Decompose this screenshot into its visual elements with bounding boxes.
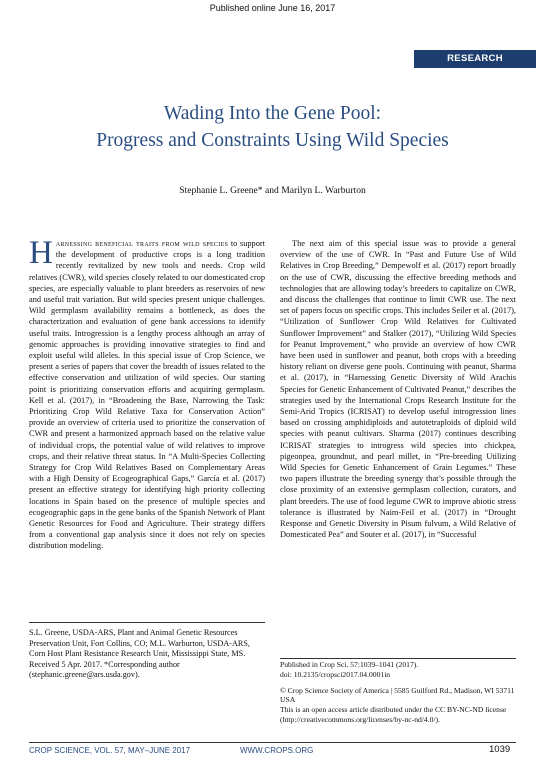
left-body-text: to support the development of productive crops is a long tradition recently revitalized by new tools and needs. Crop wild relatives (CWR), wild species closely related to our domesticated crop species, are especially valuable to plant breeders as reservoirs of new and useful trait variation. But wild species present unique challenges. Wild germplasm availability remains a bottleneck, as does the characterization and evaluation of gene bank accessions to identify useful traits. Introgression is a lengthy process although an array of genomic approaches is providing innovative strategies to find and exploit useful wild alleles. In this special issue of Crop Science, we present a series of papers that cover the breadth of issues related to the effective conservation and utilization of wild species. Our starting point is prioritizing conservation efforts and acquiring germplasm. Kell et al. (2017), in “Broadening the Base, Narrowing the Task: Prioritizing Crop Wild Relative Taxa for Conservation Action” provide an overview of criteria used to prioritize the conservation of CWR and present a harmonized approach based on the relative value of individual crops, the potential value of wild relatives to improve crops, and their relative threat status. In “A Multi-Species Collecting Strategy for Crop Wild Relatives Based on Complementary Areas with a High Density of Ecogeographical Gaps,” García et al. (2017) present an effective strategy for identifying high priority collecting locations in Spain based on the presence of multiple species and ecogeographic gaps in the gene banks of the Spanish Network of Plant Genetic Resources for Food and Agriculture. Their strategy differs from a conventional gap analysis since it does not rely on species distribution modeling.: [29, 239, 265, 551]
published-date: Published online June 16, 2017: [209, 3, 336, 13]
body-column-right: [280, 238, 516, 650]
copyright: © Crop Science Society of America | 5585 Guilford Rd., Madison, WI 53711 USA: [280, 685, 515, 705]
body-column-left: [29, 235, 265, 622]
affiliation-divider: [29, 622, 265, 623]
author-affiliation: S.L. Greene, USDA-ARS, Plant and Animal Genetic Resources Preservation Unit, Fort Collins, CO; M.L. Warburton, USDA-ARS, Corn Host Plant Resistance Research Unit, Mississippi State, MS. Received 5 Apr. 2017. *Corresponding author (stephanic.greene@ars.usda.gov).: [29, 628, 250, 680]
right-body-text: The next aim of this special issue was to provide a general overview of the use of CWR. In “Past and Future Use of Wild Relatives in Crop Breeding,” Dempewolf et al. (2017) report broadly on the use of CWR, discussing the effective breeding methods and technologies that are allowing today’s breeders to capitalize on CWR, and discuss the challenges that continue to limit CWR use. The next set of papers focus on specific crops. This includes Seiler et al. (2017), “Utilization of Sunflower Crop Wild Relatives for Cultivated Sunflower Improvement” and Stalker (2017), “Utilizing Wild Species for Peanut Improvement,” who provide an overview of how CWR have been used in sunflower and peanut, both crops with a breeding history reliant on diverse gene pools. Continuing with peanut, Sharma et al. (2017), in “Harnessing Genetic Diversity of Wild Arachis Species for Genetic Enhancement of Cultivated Peanut,” describes the strategies used by the International Crops Research Institute for the Semi-Arid Tropics (ICRISAT) to develop useful introgression lines based on crossing amphidiploids and autotetraploids of diploid wild species with peanut cultivars. Sharma (2017) continues describing ICRISAT strategies to introgress wild species into chickpea, pigeonpea, groundnut, and pearl millet, in “Pre-breeding Utilizing Wild Species for Genetic Enhancement of Grain Legumes.” These two papers illustrate the breeding synergy that’s possible through the close proximity of an extensive germplasm collection, curators, and plant breeders. The use of food legume CWR to improve abiotic stress tolerance is illustrated by Naim-Feil et al. (2017) in “Drought Response and Genetic Diversity in Pisum fulvum, a Wild Relative of Domesticated Pea” and Souter et al. (2017), in “Successful: [280, 239, 516, 540]
publication-info: [280, 660, 516, 725]
title-line-1: Wading Into the Gene Pool:: [163, 103, 382, 124]
pubinfo-divider: [280, 658, 516, 659]
section-badge: RESEARCH: [414, 50, 536, 68]
footer-journal: CROP SCIENCE, VOL. 57, MAY–JUNE 2017: [29, 746, 191, 755]
license-note: This is an open access article distributed under the CC BY-NC-ND license (http://creativecommons.org/licenses/by-nc-nd/4.0/).: [280, 705, 507, 724]
footer-divider: [29, 742, 516, 743]
drop-cap: H: [29, 235, 53, 271]
citation: Published in Crop Sci. 57:1039–1041 (2017).: [280, 660, 419, 669]
article-title: [0, 100, 545, 154]
footer-website: WWW.CROPS.ORG: [240, 746, 314, 755]
page-number: 1039: [489, 744, 511, 755]
title-line-2: Progress and Constraints Using Wild Species: [96, 130, 449, 151]
lead-in-smallcaps: arnessing beneficial traits from wild species: [55, 239, 229, 248]
left-paragraph: [29, 235, 265, 552]
author-list: Stephanie L. Greene* and Marilyn L. Warburton: [179, 185, 366, 196]
doi: doi: 10.2135/cropsci2017.04.0001in: [280, 669, 391, 679]
